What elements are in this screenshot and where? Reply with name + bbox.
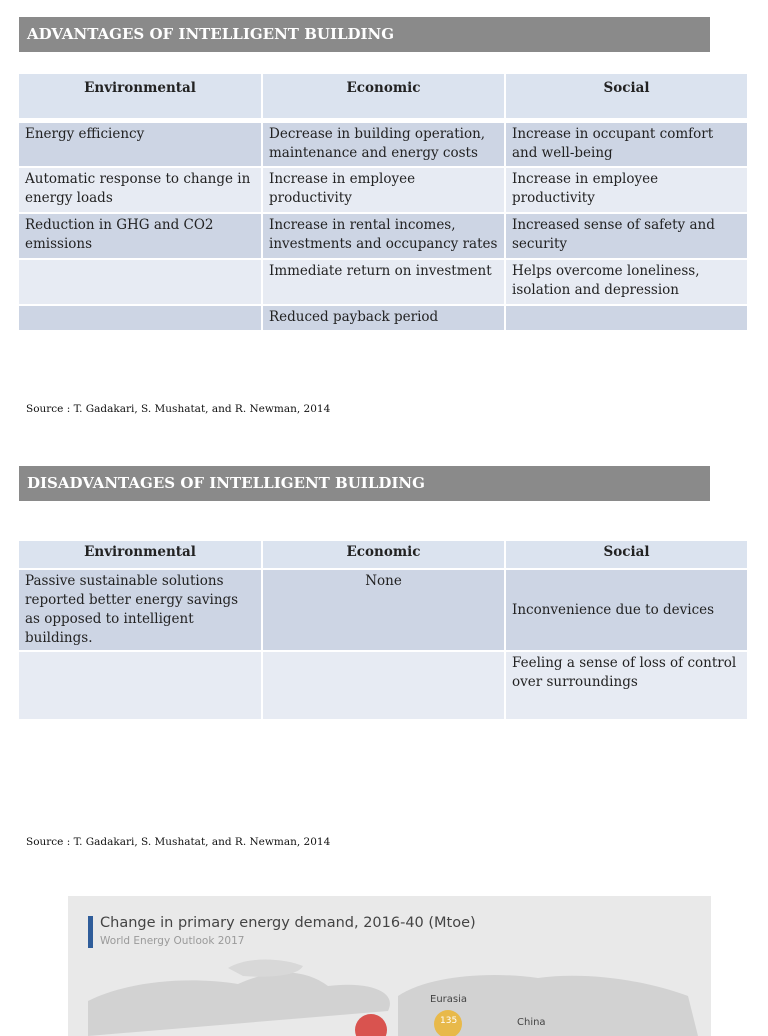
map-title: Change in primary energy demand, 2016-40 (Mtoe) — [100, 915, 476, 931]
eurasia-label: Eurasia — [430, 994, 468, 1005]
energy-demand-map-figure — [68, 896, 711, 1036]
header-social: Social — [505, 541, 748, 569]
red-bubble — [355, 1014, 387, 1036]
eurasia-value: 135 — [440, 1016, 458, 1026]
table-row — [19, 167, 748, 213]
accent-bar — [88, 916, 93, 948]
cell: Automatic response to change in energy loads — [19, 167, 262, 213]
cell — [19, 305, 262, 331]
map-subtitle: World Energy Outlook 2017 — [100, 935, 245, 947]
cell — [505, 305, 748, 331]
cell: Reduction in GHG and CO2 emissions — [19, 213, 262, 259]
cell: Energy efficiency — [19, 123, 262, 167]
header-environmental: Environmental — [19, 541, 262, 569]
cell: Reduced payback period — [262, 305, 505, 331]
cell: Decrease in building operation, maintenance and energy costs — [262, 123, 505, 167]
cell: Increase in occupant comfort and well-being — [505, 123, 748, 167]
header-social: Social — [505, 74, 748, 119]
header-economic: Economic — [262, 541, 505, 569]
advantages-source: Source : T. Gadakari, S. Mushatat, and R. Newman, 2014 — [26, 403, 331, 415]
china-label: China — [517, 1017, 546, 1028]
cell: None — [262, 569, 505, 651]
header-environmental: Environmental — [19, 74, 262, 119]
disadvantages-table — [19, 541, 749, 721]
cell — [19, 259, 262, 305]
cell: Inconvenience due to devices — [505, 569, 748, 651]
table-row — [19, 569, 748, 651]
disadvantages-source: Source : T. Gadakari, S. Mushatat, and R. Newman, 2014 — [26, 836, 331, 848]
table-row — [19, 259, 748, 305]
cell — [262, 651, 505, 720]
map-landmass — [88, 972, 390, 1036]
table-row — [19, 305, 748, 331]
header-economic: Economic — [262, 74, 505, 119]
cell: Increase in employee productivity — [505, 167, 748, 213]
advantages-title: ADVANTAGES OF INTELLIGENT BUILDING — [19, 17, 710, 52]
cell: Feeling a sense of loss of control over surroundings — [505, 651, 748, 720]
cell: Increase in employee productivity — [262, 167, 505, 213]
cell: Increased sense of safety and security — [505, 213, 748, 259]
cell: Immediate return on investment — [262, 259, 505, 305]
cell: Helps overcome loneliness, isolation and depression — [505, 259, 748, 305]
table-row — [19, 651, 748, 720]
cell: Increase in rental incomes, investments and occupancy rates — [262, 213, 505, 259]
table-row — [19, 123, 748, 167]
disadvantages-title: DISADVANTAGES OF INTELLIGENT BUILDING — [19, 466, 710, 501]
table-row — [19, 213, 748, 259]
cell — [19, 651, 262, 720]
advantages-table — [19, 74, 749, 332]
cell: Passive sustainable solutions reported better energy savings as opposed to intelligent buildings. — [19, 569, 262, 651]
